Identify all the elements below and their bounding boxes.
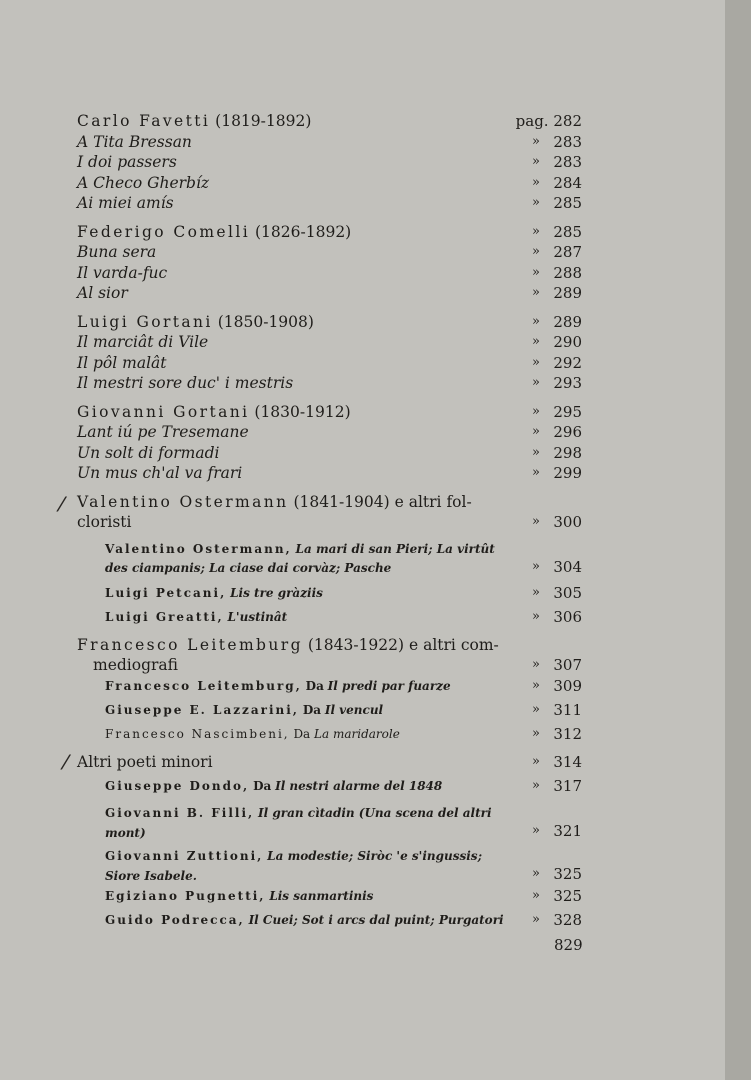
author-name: Luigi Gortani	[77, 312, 213, 331]
toc-sub-row	[77, 910, 582, 934]
page-number: 289	[553, 312, 582, 331]
work-titles-continued: Siore Isabele.	[105, 868, 197, 883]
ditto-mark: »	[532, 424, 540, 439]
work-prefix: Da	[305, 678, 324, 693]
ditto-mark: »	[532, 887, 540, 903]
poem-title: Al sior	[77, 284, 128, 302]
work-titles: Il Cuei; Sot i arcs dal puint; Purgatori	[248, 912, 504, 927]
ditto-mark: »	[532, 725, 540, 741]
ditto-mark: »	[532, 375, 540, 390]
work-titles-continued: mont)	[105, 825, 146, 840]
page-prefix: pag.	[515, 112, 549, 130]
page-number: 298	[553, 443, 582, 462]
toc-author-row	[77, 222, 582, 243]
page-number: 328	[553, 910, 582, 929]
ditto-mark: »	[532, 701, 540, 717]
author-line-continuation: mediografi	[93, 656, 178, 674]
contributor-name: Francesco Leitemburg,	[105, 678, 302, 693]
work-titles: Il gran cìtadin (Una scena del altri	[258, 805, 492, 820]
toc-author-row	[77, 312, 582, 333]
work-prefix: Da	[302, 702, 321, 717]
page-number: 295	[553, 402, 582, 421]
author-name: Valentino Ostermann	[77, 492, 289, 511]
work-titles: L'ustinât	[227, 609, 288, 624]
toc-author-row	[77, 111, 582, 132]
work-titles: Il predi par fuarze	[327, 678, 451, 693]
page-number: 304	[553, 557, 582, 576]
contributor-name: Giuseppe Dondo,	[105, 778, 250, 793]
ditto-mark: »	[532, 465, 540, 480]
ditto-mark: »	[532, 777, 540, 793]
toc-item-row	[77, 263, 582, 284]
work-titles: La maridarole	[314, 726, 400, 741]
work-titles: Lis tre gràziis	[230, 585, 323, 600]
page-number: 299	[553, 464, 582, 482]
contributor-name: Giovanni B. Filli,	[105, 805, 255, 820]
toc-sub-row	[77, 846, 582, 886]
page-number: 282	[553, 112, 582, 130]
poem-title: A Tita Bressan	[77, 132, 192, 151]
page-number: 317	[553, 776, 582, 795]
poem-title: Buna sera	[77, 243, 157, 261]
ditto-mark: »	[532, 244, 540, 259]
author-dates: (1826-1892)	[255, 222, 352, 241]
ditto-mark: »	[532, 285, 540, 300]
toc-item-row	[77, 132, 582, 153]
work-titles: La mari di san Pieri; La virtût	[295, 541, 495, 556]
toc-sub-row	[77, 676, 582, 700]
poem-title: Il marciât di Vile	[77, 333, 209, 351]
ditto-mark: »	[532, 753, 540, 769]
ditto-mark: »	[532, 264, 540, 280]
page-number: 287	[553, 243, 582, 261]
poem-title: Ai miei amís	[77, 194, 174, 212]
toc-sub-row	[77, 583, 582, 607]
ditto-mark: »	[532, 223, 540, 239]
ditto-mark: »	[532, 608, 540, 624]
page-number: 285	[553, 222, 582, 241]
toc-sub-row	[77, 776, 582, 800]
ditto-mark: »	[532, 677, 540, 693]
page-number: 288	[553, 263, 582, 282]
toc-item-row	[77, 152, 582, 173]
ditto-mark: »	[532, 911, 540, 927]
page-number: 293	[553, 374, 582, 392]
pencil-check-mark: ⁄	[64, 750, 68, 774]
toc-sub-row	[77, 803, 582, 843]
page-number: 311	[553, 700, 582, 719]
toc-sub-row	[77, 540, 582, 578]
ditto-mark: »	[532, 133, 540, 149]
ditto-mark: »	[532, 174, 540, 190]
ditto-mark: »	[532, 313, 540, 329]
page-number: 283	[553, 153, 582, 171]
ditto-mark: »	[532, 514, 540, 529]
ditto-mark: »	[532, 558, 540, 574]
toc-sub-row	[77, 724, 582, 748]
page-number: 300	[553, 513, 582, 531]
author-name: Carlo Favetti	[77, 112, 211, 130]
page-number: 289	[553, 284, 582, 302]
author-name: Federigo Comelli	[77, 222, 251, 241]
toc-sub-row	[77, 700, 582, 724]
toc-item-row	[77, 242, 582, 263]
ditto-mark: »	[532, 584, 540, 600]
author-dates: (1841-1904) e altri fol-	[293, 492, 472, 511]
ditto-mark: »	[532, 444, 540, 460]
ditto-mark: »	[532, 403, 540, 419]
work-titles: La modestie; Siròc 'e s'ingussis;	[267, 848, 482, 863]
toc-sub-row	[77, 607, 582, 631]
work-prefix: Da	[293, 726, 311, 741]
toc-item-row	[77, 283, 582, 304]
page-number: 283	[553, 132, 582, 151]
contributor-name: Luigi Petcani,	[105, 585, 227, 600]
page-number: 292	[553, 353, 582, 372]
toc-item-row	[77, 353, 582, 374]
page-number: 306	[553, 607, 582, 626]
page-number: 296	[553, 423, 582, 441]
author-name: Francesco Leitemburg	[77, 635, 303, 654]
toc-author-row	[77, 752, 582, 776]
poem-title: I doi passers	[77, 153, 177, 171]
page-number: 305	[553, 583, 582, 602]
ditto-mark: »	[532, 354, 540, 370]
ditto-mark: »	[532, 822, 540, 838]
author-dates: (1819-1892)	[215, 112, 312, 130]
ditto-mark: »	[532, 865, 540, 881]
author-dates: (1843-1922) e altri com-	[307, 635, 499, 654]
author-dates: (1850-1908)	[217, 312, 314, 331]
toc-item-row	[77, 443, 582, 464]
author-name: Giovanni Gortani	[77, 402, 250, 421]
toc-item-row	[77, 422, 582, 443]
ditto-mark: »	[532, 195, 540, 210]
folio-page-number: 829	[554, 936, 583, 954]
pencil-check-mark: ⁄	[60, 492, 64, 516]
toc-item-row	[77, 373, 582, 394]
table-of-contents	[77, 111, 582, 934]
toc-sub-row	[77, 886, 582, 910]
contributor-name: Giovanni Zuttioni,	[105, 848, 264, 863]
contributor-name: Francesco Nascimbeni,	[105, 726, 290, 741]
work-prefix: Da	[253, 778, 272, 793]
work-titles: Il nestri alarme del 1848	[275, 778, 443, 793]
toc-item-row	[77, 173, 582, 194]
work-titles: Il vencul	[324, 702, 384, 717]
ditto-mark: »	[532, 334, 540, 349]
page-number: 285	[553, 194, 582, 212]
toc-item-row	[77, 332, 582, 353]
page-number: 321	[553, 821, 582, 840]
toc-author-row	[77, 635, 582, 676]
toc-author-row	[77, 402, 582, 423]
toc-item-row	[77, 463, 582, 484]
poem-title: Il pôl malât	[77, 353, 167, 372]
poem-title: Lant iú pe Tresemane	[77, 423, 249, 441]
work-titles: Lis sanmartinis	[269, 888, 374, 903]
author-dates: (1830-1912)	[254, 402, 351, 421]
page-edge-shadow	[725, 0, 751, 1080]
page-number: 325	[553, 886, 582, 905]
page-number: 284	[553, 173, 582, 192]
poem-title: Il mestri sore duc' i mestris	[77, 374, 294, 392]
page-number: 309	[553, 676, 582, 695]
poem-title: Un mus ch'al va frari	[77, 464, 243, 482]
contributor-name: Guido Podrecca,	[105, 912, 245, 927]
work-titles-continued: des ciampanis; La ciase dai corvàz; Pasche	[105, 560, 392, 575]
contributor-name: Egiziano Pugnetti,	[105, 888, 266, 903]
poem-title: A Checo Gherbíz	[77, 173, 210, 192]
poem-title: Un solt di formadi	[77, 443, 220, 462]
page-number: 314	[553, 752, 582, 771]
toc-item-row	[77, 193, 582, 214]
contributor-name: Luigi Greatti,	[105, 609, 224, 624]
contributor-name: Giuseppe E. Lazzarini,	[105, 702, 299, 717]
page-number: 290	[553, 333, 582, 351]
author-name: Altri poeti minori	[77, 752, 213, 771]
ditto-mark: »	[532, 657, 540, 672]
author-line-continuation: cloristi	[77, 513, 132, 531]
page-number: 325	[553, 864, 582, 883]
poem-title: Il varda-fuc	[77, 263, 168, 282]
page-number: 307	[553, 656, 582, 674]
ditto-mark: »	[532, 154, 540, 169]
toc-author-row	[77, 492, 582, 533]
page-number: 312	[553, 724, 582, 743]
contributor-name: Valentino Ostermann,	[105, 541, 292, 556]
